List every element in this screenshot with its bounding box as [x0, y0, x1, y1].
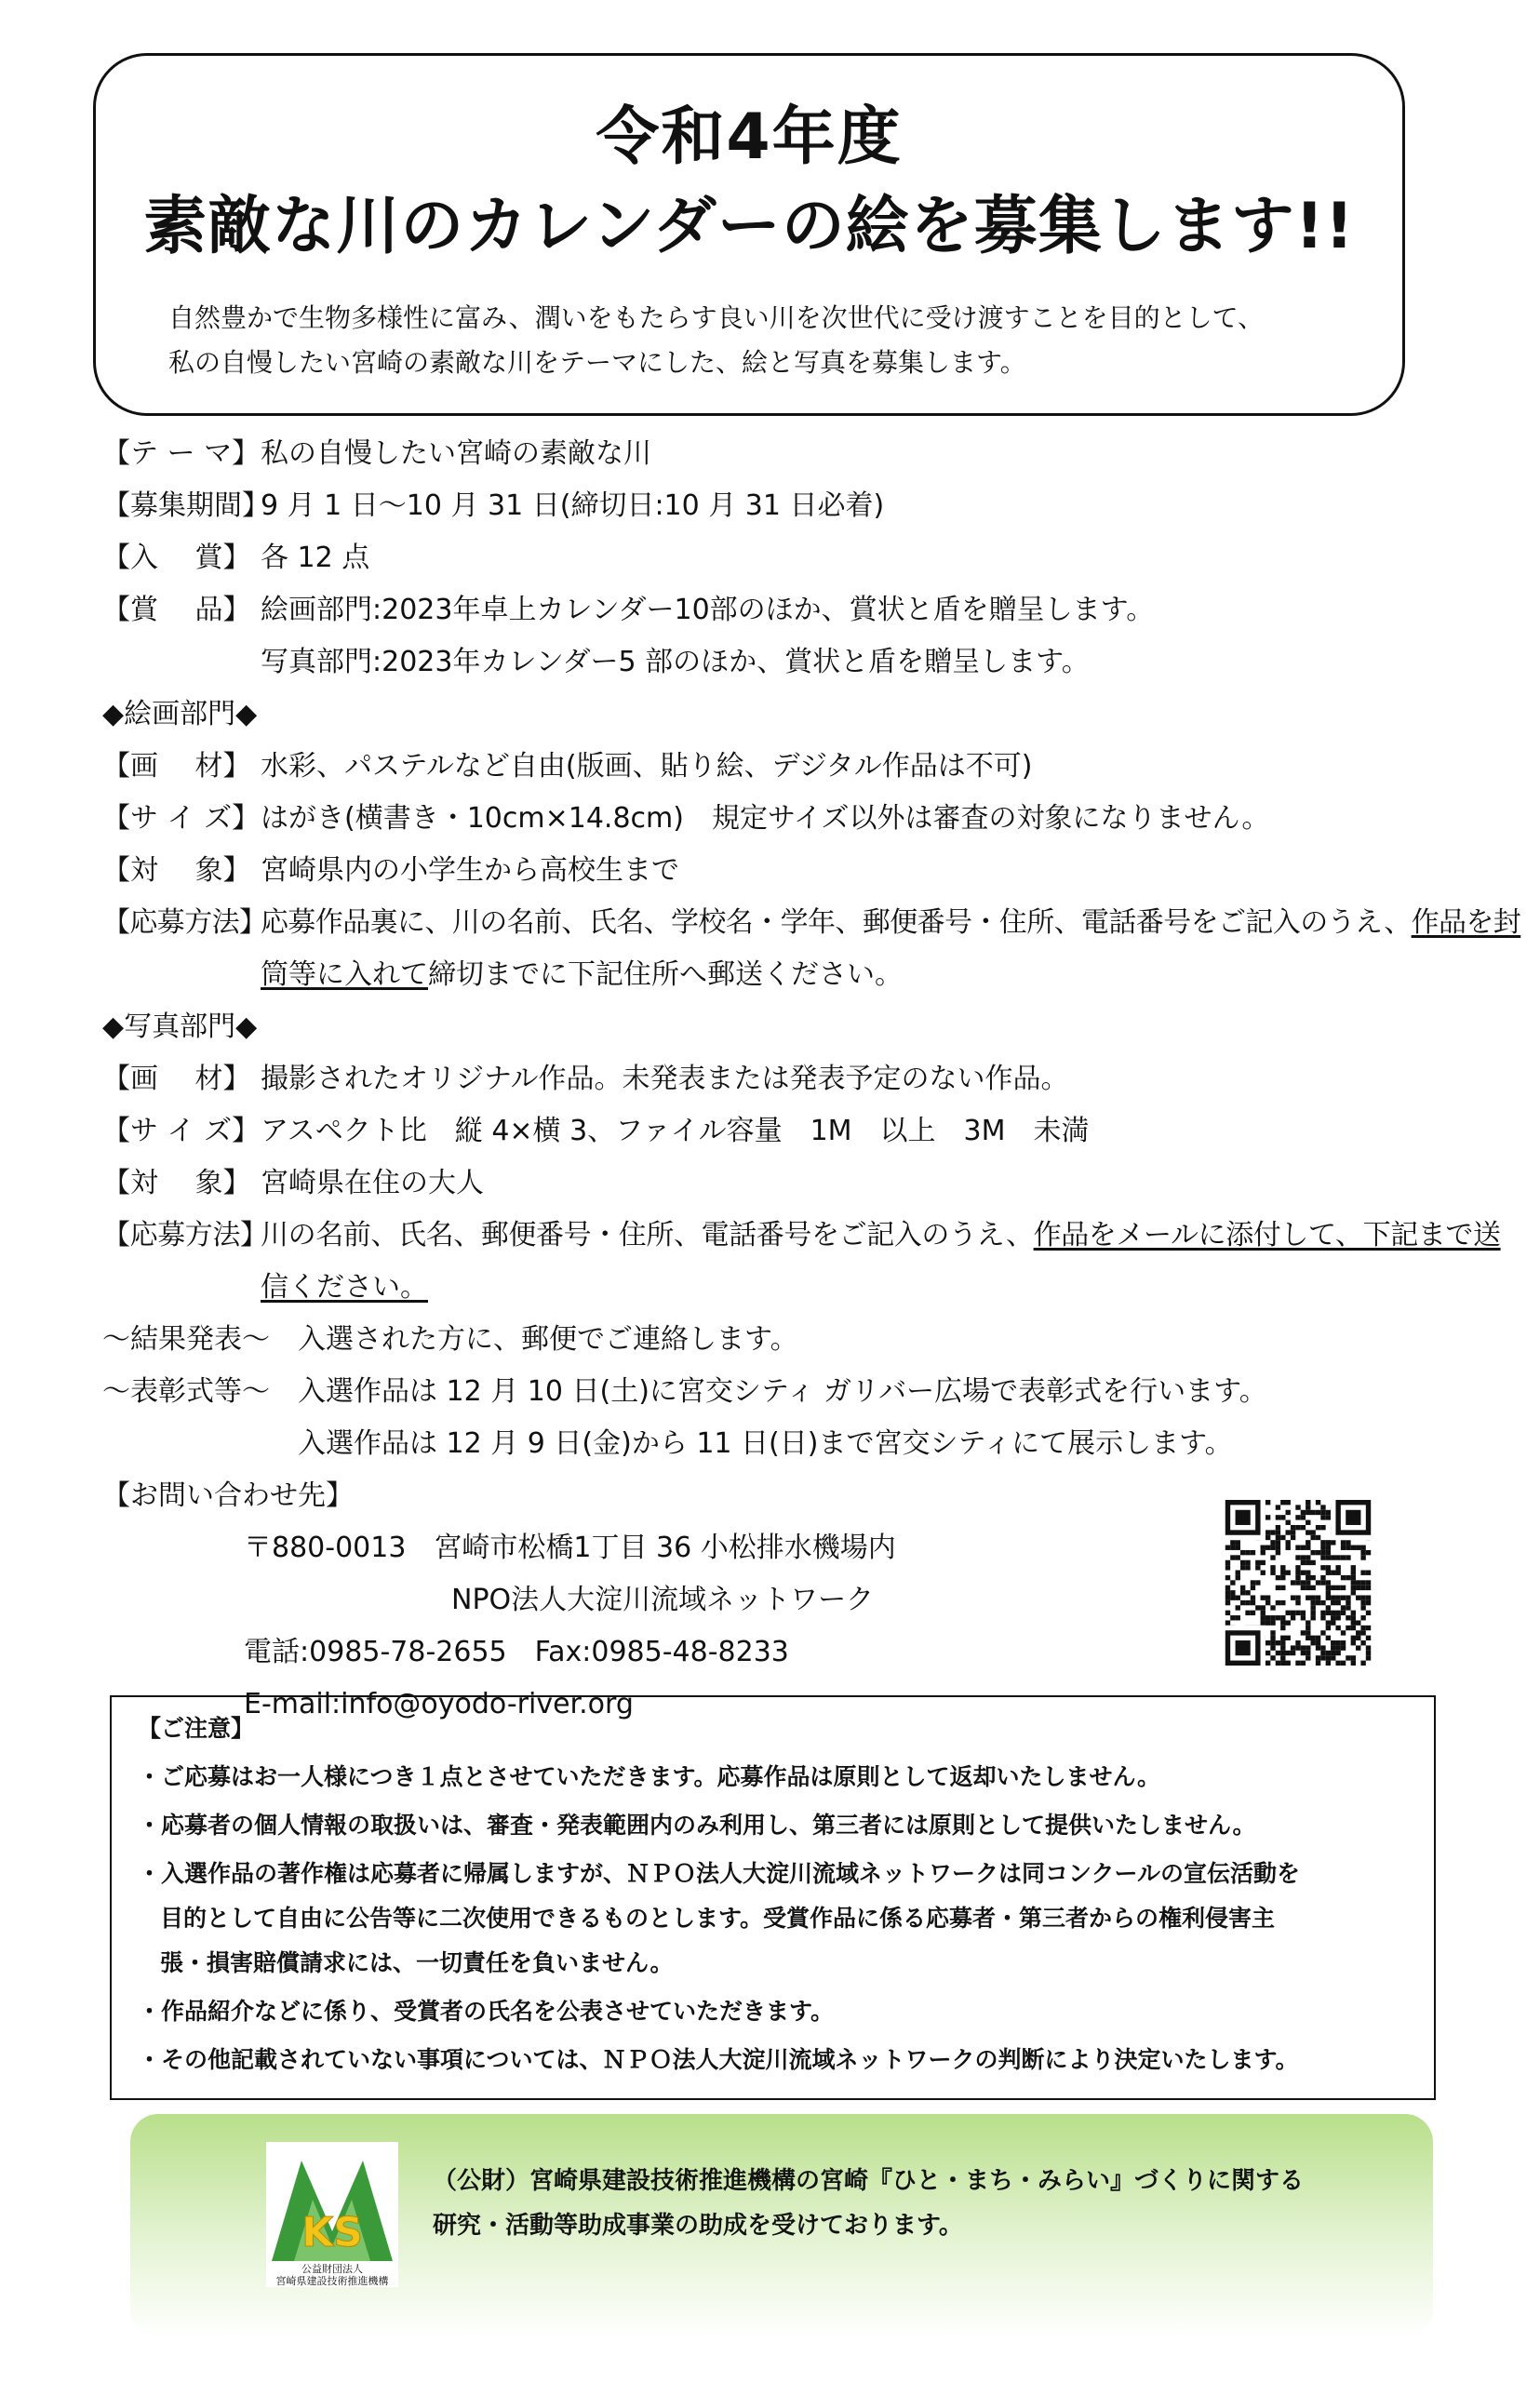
photo-method-label: 【応募方法】: [102, 1219, 268, 1251]
photo-target-row: [102, 1165, 484, 1202]
photo-target-value: 宮崎県在住の大人: [261, 1167, 484, 1199]
contact-email: E-mail:info@oyodo-river.org: [244, 1688, 634, 1720]
prize-value-photo: 写真部門:2023年カレンダー5 部のほか、賞状と盾を贈呈します。: [261, 646, 1090, 678]
qr-code: [1225, 1500, 1372, 1666]
theme-row: [102, 435, 651, 473]
theme-label: 【テ ー マ】: [102, 437, 261, 470]
photo-size-label: 【サ イ ズ】: [102, 1115, 261, 1147]
title-box: [93, 53, 1405, 416]
ks-logo: [266, 2142, 398, 2287]
painting-size-value: はがき(横書き・10cm×14.8cm) 規定サイズ以外は審査の対象になりません。: [261, 802, 1270, 835]
title-year: 令和4年度: [596, 100, 903, 174]
notice-box: [110, 1695, 1436, 2100]
painting-target-row: [102, 852, 679, 890]
ceremony-value-2: 入選作品は 12 月 9 日(金)から 11 日(日)まで宮交シティにて展示します。: [298, 1427, 1233, 1460]
award-row: [102, 540, 369, 577]
painting-target-value: 宮崎県内の小学生から高校生まで: [261, 854, 679, 887]
contact-address: 〒880-0013 宮崎市松橋1丁目 36 小松排水機場内: [244, 1532, 896, 1564]
photo-target-label: 【対 象】: [102, 1167, 251, 1199]
qr-code-graphic: [1225, 1500, 1372, 1666]
result-row: [102, 1321, 798, 1358]
photo-material-value: 撮影されたオリジナル作品。未発表または発表予定のない作品。: [261, 1063, 1069, 1095]
period-value: 9 月 1 日～10 月 31 日(締切日:10 月 31 日必着): [261, 489, 885, 522]
result-label: ～結果発表～: [102, 1323, 270, 1356]
notice-line: 張・損害賠償請求には、一切責任を負いません。: [160, 1949, 674, 1976]
footer-line-1: （公財）宮崎県建設技術推進機構の宮崎『ひと・まち・みらい』づくりに関する: [433, 2167, 1305, 2195]
photo-method-row: [102, 1217, 1501, 1254]
photo-material-row: [102, 1061, 1069, 1098]
photo-method-row-2: [261, 1269, 428, 1306]
painting-method-value-1: 応募作品裏に、川の名前、氏名、学校名・学年、郵便番号・住所、電話番号をご記入のうえ、: [261, 906, 1412, 939]
photo-method-underline-2: 信ください。: [261, 1271, 428, 1304]
painting-method-underline-1: 作品を封: [1411, 906, 1521, 939]
intro-line-2: 私の自慢したい宮崎の素敵な川をテーマにした、絵と写真を募集します。: [168, 347, 1026, 378]
logo-caption-1: 公益財団法人: [301, 2263, 363, 2275]
painting-method-value-2: 締切までに下記住所へ郵送ください。: [428, 958, 903, 991]
intro-text: [168, 296, 1378, 385]
contact-heading: 【お問い合わせ先】: [102, 1479, 354, 1512]
prize-label: 【賞 品】: [102, 594, 251, 626]
award-value: 各 12 点: [261, 542, 370, 574]
notice-line: ・入選作品の著作権は応募者に帰属しますが、ＮＰＯ法人大淀川流域ネットワークは同コンクールの宣伝活動を: [138, 1860, 1301, 1887]
ks-logo-graphic: [266, 2142, 398, 2287]
painting-method-row-2: [261, 957, 903, 994]
contact-org: NPO法人大淀川流域ネットワーク: [451, 1584, 875, 1616]
footer-line-2: 研究・活動等助成事業の助成を受けております。: [433, 2212, 963, 2240]
painting-material-label: 【画 材】: [102, 750, 251, 783]
painting-size-label: 【サ イ ズ】: [102, 802, 261, 835]
painting-target-label: 【対 象】: [102, 854, 251, 887]
notice-line: ・作品紹介などに係り、受賞者の氏名を公表させていただきます。: [138, 1998, 835, 2025]
prize-value-painting: 絵画部門:2023年卓上カレンダー10部のほか、賞状と盾を贈呈します。: [261, 594, 1155, 626]
photo-method-underline-1: 作品をメールに添付して、下記まで送: [1033, 1219, 1501, 1251]
ceremony-label: ～表彰式等～: [102, 1375, 270, 1408]
photo-size-row: [102, 1113, 1090, 1150]
logo-caption-2: 宮崎県建設技術推進機構: [275, 2275, 389, 2287]
painting-material-row: [102, 748, 1033, 785]
notice-line: ・ご応募はお一人様につき１点とさせていただきます。応募作品は原則として返却いたしません。: [138, 1763, 1161, 1790]
painting-heading: ◆絵画部門◆: [102, 698, 258, 730]
photo-heading: ◆写真部門◆: [102, 1010, 258, 1043]
photo-size-value: アスペクト比 縦 4×横 3、ファイル容量 1M 以上 3M 未満: [261, 1115, 1090, 1147]
theme-value: 私の自慢したい宮崎の素敵な川: [261, 437, 651, 470]
ceremony-row: [102, 1373, 1267, 1411]
contact-phone: 電話:0985-78-2655 Fax:0985-48-8233: [244, 1636, 789, 1668]
notice-heading: 【ご注意】: [138, 1715, 255, 1742]
painting-method-label: 【応募方法】: [102, 906, 267, 939]
painting-material-value: 水彩、パステルなど自由(版画、貼り絵、デジタル作品は不可): [261, 750, 1033, 783]
result-value: 入選された方に、郵便でご連絡します。: [298, 1323, 798, 1356]
award-label: 【入 賞】: [102, 542, 251, 574]
painting-method-row: [102, 904, 1520, 942]
footer-text: [433, 2159, 1304, 2248]
period-label: 【募集期間】: [102, 489, 270, 522]
notice-line: ・応募者の個人情報の取扱いは、審査・発表範囲内のみ利用し、第三者には原則として提供いたしません。: [138, 1812, 1256, 1839]
prize-row: [102, 592, 1154, 629]
logo-letters: KS: [301, 2209, 363, 2256]
painting-method-underline-2: 筒等に入れて: [261, 958, 428, 991]
period-row: [102, 488, 884, 525]
intro-line-1: 自然豊かで生物多様性に富み、潤いをもたらす良い川を次世代に受け渡すことを目的として、: [168, 302, 1265, 333]
ceremony-value-1: 入選作品は 12 月 10 日(土)に宮交シティ ガリバー広場で表彰式を行います。: [298, 1375, 1267, 1408]
photo-material-label: 【画 材】: [102, 1063, 251, 1095]
page-title: 素敵な川のカレンダーの絵を募集します!!: [143, 190, 1355, 263]
painting-size-row: [102, 800, 1269, 837]
photo-method-value-1: 川の名前、氏名、郵便番号・住所、電話番号をご記入のうえ、: [261, 1219, 1034, 1251]
notice-line: ・その他記載されていない事項については、ＮＰＯ法人大淀川流域ネットワークの判断により決定いたします。: [138, 2046, 1299, 2073]
notice-line: 目的として自由に公告等に二次使用できるものとします。受賞作品に係る応募者・第三者からの権利侵害主: [160, 1905, 1276, 1932]
